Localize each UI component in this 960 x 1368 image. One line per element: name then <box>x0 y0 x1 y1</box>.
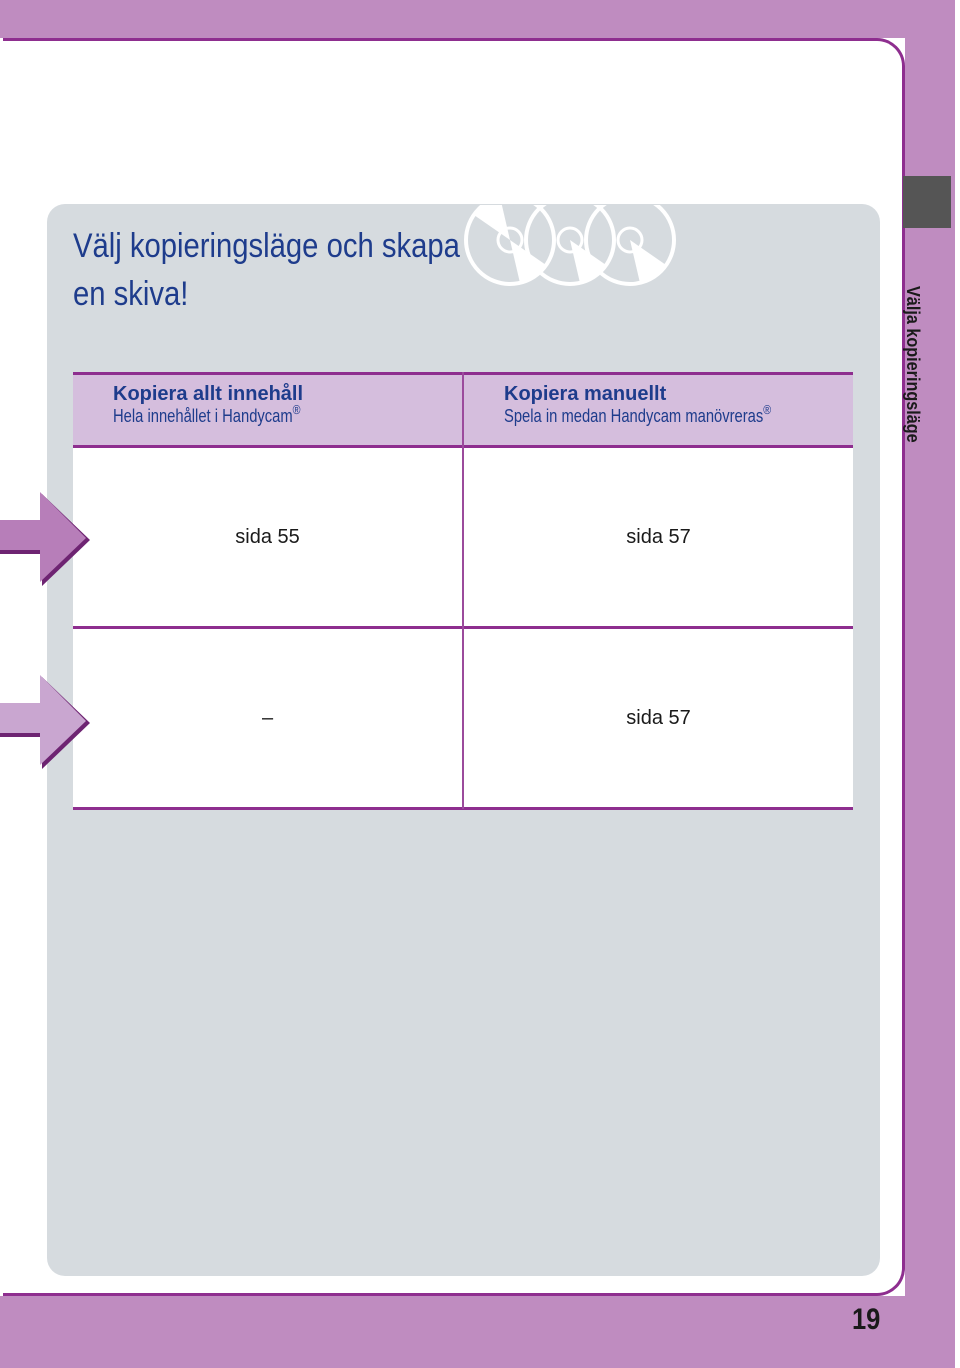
page-title-text: Välj kopieringsläge och skapa en skiva! <box>73 227 460 313</box>
header-subtitle <box>504 402 772 427</box>
header-subtitle <box>113 402 301 427</box>
header-subtitle-text: Spela in medan Handycam manövreras <box>504 406 764 426</box>
header-cell-copy-all <box>73 375 462 445</box>
disc-icon <box>586 205 674 284</box>
table-cell: – <box>261 706 274 729</box>
table-column-divider <box>462 372 464 809</box>
header-subtitle-text: Hela innehållet i Handycam <box>113 406 293 426</box>
page-number: 19 <box>852 1303 881 1336</box>
discs-graphic <box>460 205 680 287</box>
chapter-tab-marker <box>903 176 951 228</box>
header-title: Kopiera manuellt <box>504 383 667 405</box>
registered-mark: ® <box>292 402 301 417</box>
chapter-side-label: Välja kopieringsläge <box>903 286 923 443</box>
table-cell: sida 57 <box>626 706 691 729</box>
header-cell-copy-manual <box>464 375 853 445</box>
top-frame-band <box>0 0 955 38</box>
bottom-frame-band <box>0 1296 955 1368</box>
page-title <box>73 222 477 318</box>
registered-mark: ® <box>763 402 772 417</box>
table-cell: sida 57 <box>626 525 691 548</box>
arrow-right-icon <box>0 492 92 588</box>
arrow-right-icon <box>0 675 92 771</box>
table-cell: sida 55 <box>235 525 300 548</box>
header-title: Kopiera allt innehåll <box>113 383 304 405</box>
mode-table <box>73 372 853 812</box>
